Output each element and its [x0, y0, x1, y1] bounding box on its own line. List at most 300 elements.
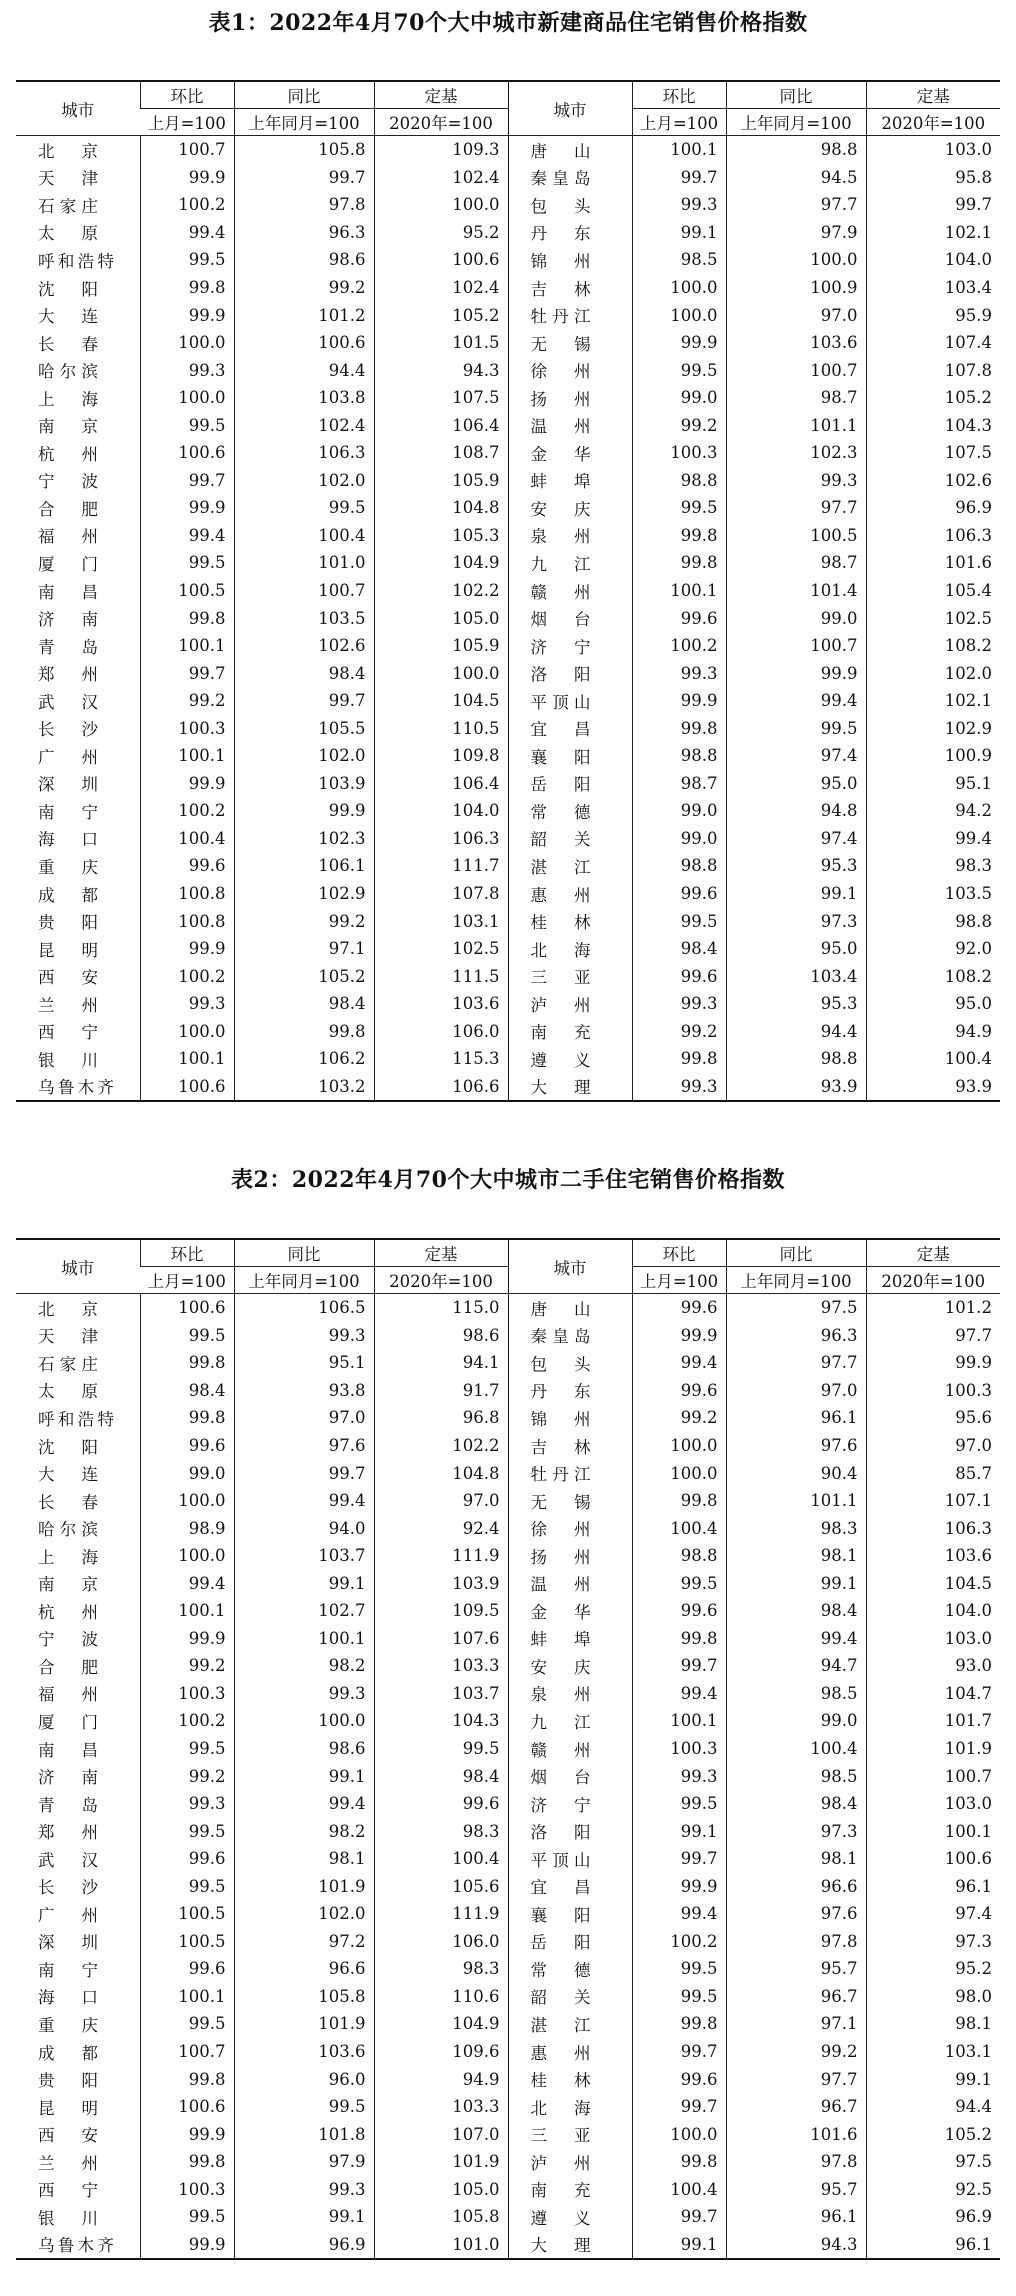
base-index: 104.0: [374, 797, 508, 825]
base-index: 94.2: [866, 797, 1000, 825]
city-label: 赣州: [530, 1740, 591, 1760]
yoy-index: 97.7: [726, 2065, 866, 2093]
yoy-index: 102.4: [234, 411, 374, 439]
yoy-index: 99.7: [234, 1459, 374, 1487]
base-index: 99.9: [866, 1349, 1000, 1377]
yoy-index: 99.5: [234, 494, 374, 522]
yoy-index: 102.0: [234, 742, 374, 770]
yoy-index: 99.0: [726, 604, 866, 632]
yoy-index: 98.5: [726, 1680, 866, 1708]
city-name: [508, 742, 632, 770]
base-index: 102.1: [866, 687, 1000, 715]
city-label: 济宁: [530, 637, 591, 657]
city-name: [16, 825, 140, 853]
base-index: 105.0: [374, 2176, 508, 2204]
table-row: [16, 329, 1000, 357]
yoy-index: 94.3: [726, 2231, 866, 2260]
table-row: [16, 1955, 1000, 1983]
mom-index: 99.5: [632, 1955, 726, 1983]
yoy-index: 97.6: [726, 1900, 866, 1928]
city-label: 重庆: [38, 857, 98, 877]
city-name: [508, 1762, 632, 1790]
city-name: [16, 1983, 140, 2011]
table-row: [16, 439, 1000, 467]
city-name: [16, 329, 140, 357]
yoy-index: 98.4: [726, 1790, 866, 1818]
city-name: [508, 2148, 632, 2176]
mom-index: 99.8: [140, 2148, 234, 2176]
table-row: [16, 1762, 1000, 1790]
city-name: [16, 907, 140, 935]
mom-index: 99.4: [140, 1569, 234, 1597]
city-name: [16, 742, 140, 770]
city-label: 北海: [530, 2098, 591, 2118]
mom-index: 99.7: [632, 2038, 726, 2066]
mom-index: 99.6: [632, 2065, 726, 2093]
city-name: [16, 1872, 140, 1900]
base-index: 85.7: [866, 1459, 1000, 1487]
base-index: 102.5: [374, 935, 508, 963]
table-row: [16, 2093, 1000, 2121]
header-base-sub: 2020年=100: [866, 1267, 1000, 1294]
city-label: 无锡: [530, 334, 591, 354]
city-label: 成都: [38, 2043, 98, 2063]
mom-index: 99.8: [140, 274, 234, 302]
yoy-index: 97.1: [234, 935, 374, 963]
base-index: 97.4: [866, 1900, 1000, 1928]
mom-index: 99.7: [632, 1652, 726, 1680]
base-index: 104.5: [374, 687, 508, 715]
mom-index: 99.2: [632, 1018, 726, 1046]
mom-index: 99.5: [632, 1569, 726, 1597]
city-name: [508, 714, 632, 742]
city-name: [16, 1597, 140, 1625]
table-row: [16, 301, 1000, 329]
table-row: [16, 1073, 1000, 1102]
city-name: [508, 274, 632, 302]
mom-index: 99.5: [140, 549, 234, 577]
city-name: [16, 1928, 140, 1956]
base-index: 102.9: [866, 714, 1000, 742]
mom-index: 99.4: [140, 522, 234, 550]
city-name: [508, 2176, 632, 2204]
mom-index: 99.0: [632, 797, 726, 825]
base-index: 104.0: [866, 246, 1000, 274]
city-label: 丹东: [530, 1382, 591, 1402]
yoy-index: 94.8: [726, 797, 866, 825]
city-name: [508, 356, 632, 384]
table-row: [16, 1597, 1000, 1625]
mom-index: 99.9: [632, 1872, 726, 1900]
yoy-index: 101.6: [726, 2120, 866, 2148]
base-index: 93.0: [866, 1652, 1000, 1680]
city-label: 广州: [38, 747, 98, 767]
city-label: 乌鲁木齐: [38, 2236, 114, 2256]
city-name: [508, 1845, 632, 1873]
city-label: 天津: [38, 1327, 98, 1347]
mom-index: 100.0: [140, 1542, 234, 1570]
yoy-index: 103.8: [234, 384, 374, 412]
yoy-index: 100.7: [726, 632, 866, 660]
city-name: [508, 962, 632, 990]
yoy-index: 99.9: [726, 659, 866, 687]
mom-index: 99.3: [632, 990, 726, 1018]
base-index: 102.2: [374, 577, 508, 605]
base-index: 100.3: [866, 1377, 1000, 1405]
yoy-index: 101.2: [234, 301, 374, 329]
base-index: 111.7: [374, 852, 508, 880]
table-row: [16, 1872, 1000, 1900]
mom-index: 99.3: [140, 1790, 234, 1818]
city-name: [508, 1514, 632, 1542]
city-label: 北海: [530, 940, 591, 960]
yoy-index: 99.7: [234, 164, 374, 192]
mom-index: 98.8: [632, 742, 726, 770]
base-index: 98.6: [374, 1322, 508, 1350]
city-name: [508, 1404, 632, 1432]
yoy-index: 94.5: [726, 164, 866, 192]
mom-index: 98.5: [632, 246, 726, 274]
base-index: 106.4: [374, 770, 508, 798]
city-name: [16, 1735, 140, 1763]
mom-index: 98.4: [632, 935, 726, 963]
city-name: [508, 1073, 632, 1102]
city-label: 常德: [530, 1960, 591, 1980]
mom-index: 100.6: [140, 2093, 234, 2121]
yoy-index: 98.8: [726, 1045, 866, 1073]
city-label: 惠州: [530, 885, 591, 905]
table-row: [16, 1459, 1000, 1487]
city-name: [508, 1900, 632, 1928]
base-index: 96.9: [866, 2203, 1000, 2231]
header-base: 定基: [866, 1239, 1000, 1267]
base-index: 97.7: [866, 1322, 1000, 1350]
city-name: [16, 2065, 140, 2093]
base-index: 98.0: [866, 1983, 1000, 2011]
city-name: [16, 1790, 140, 1818]
table-row: [16, 2010, 1000, 2038]
city-name: [16, 136, 140, 164]
table-row: [16, 494, 1000, 522]
mom-index: 99.8: [140, 1404, 234, 1432]
city-label: 海口: [38, 830, 98, 850]
mom-index: 99.5: [632, 907, 726, 935]
header-city: 城市: [508, 81, 632, 136]
base-index: 103.6: [374, 990, 508, 1018]
yoy-index: 100.7: [726, 356, 866, 384]
table-row: [16, 1652, 1000, 1680]
city-label: 韶关: [530, 1988, 591, 2008]
yoy-index: 102.0: [234, 1900, 374, 1928]
city-label: 洛阳: [530, 665, 591, 685]
city-name: [508, 494, 632, 522]
base-index: 102.2: [374, 1432, 508, 1460]
city-label: 扬州: [530, 1547, 591, 1567]
base-index: 99.4: [866, 825, 1000, 853]
city-label: 桂林: [530, 913, 591, 933]
yoy-index: 97.6: [726, 1432, 866, 1460]
mom-index: 100.1: [140, 1983, 234, 2011]
table-row: [16, 770, 1000, 798]
mom-index: 99.5: [140, 2203, 234, 2231]
city-name: [508, 164, 632, 192]
base-index: 103.3: [374, 2093, 508, 2121]
city-label: 南充: [530, 1023, 591, 1043]
city-label: 包头: [530, 1354, 591, 1374]
table-row: [16, 1735, 1000, 1763]
table-row: [16, 1790, 1000, 1818]
city-label: 襄阳: [530, 747, 591, 767]
city-label: 金华: [530, 444, 591, 464]
table-row: [16, 2038, 1000, 2066]
city-label: 西宁: [38, 1023, 98, 1043]
table-row: [16, 1045, 1000, 1073]
header-mom-sub: 上月=100: [632, 109, 726, 136]
city-name: [16, 1680, 140, 1708]
city-name: [508, 604, 632, 632]
base-index: 98.8: [866, 907, 1000, 935]
table-row: [16, 2231, 1000, 2260]
yoy-index: 103.7: [234, 1542, 374, 1570]
base-index: 99.1: [866, 2065, 1000, 2093]
city-name: [508, 1625, 632, 1653]
base-index: 100.6: [866, 1845, 1000, 1873]
city-name: [508, 2203, 632, 2231]
city-label: 牡丹江: [530, 1465, 591, 1485]
yoy-index: 97.5: [726, 1294, 866, 1322]
table-row: [16, 742, 1000, 770]
mom-index: 98.7: [632, 770, 726, 798]
header-yoy: 同比: [726, 1239, 866, 1267]
yoy-index: 95.0: [726, 935, 866, 963]
table-row: [16, 522, 1000, 550]
city-label: 青岛: [38, 1795, 98, 1815]
yoy-index: 100.0: [726, 246, 866, 274]
city-label: 武汉: [38, 1850, 98, 1870]
city-name: [16, 1045, 140, 1073]
city-label: 昆明: [38, 940, 98, 960]
city-name: [16, 797, 140, 825]
yoy-index: 94.0: [234, 1514, 374, 1542]
city-name: [508, 659, 632, 687]
table-row: [16, 2176, 1000, 2204]
yoy-index: 102.0: [234, 467, 374, 495]
mom-index: 100.2: [632, 1928, 726, 1956]
base-index: 105.6: [374, 1872, 508, 1900]
yoy-index: 96.9: [234, 2231, 374, 2260]
mom-index: 99.8: [632, 1625, 726, 1653]
base-index: 109.8: [374, 742, 508, 770]
mom-index: 99.5: [140, 1735, 234, 1763]
yoy-index: 97.3: [726, 907, 866, 935]
yoy-index: 101.8: [234, 2120, 374, 2148]
yoy-index: 99.5: [726, 714, 866, 742]
header-mom: 环比: [632, 1239, 726, 1267]
base-index: 107.1: [866, 1487, 1000, 1515]
table2-title: 表2：2022年4月70个大中城市二手住宅销售价格指数: [231, 1167, 785, 1193]
mom-index: 100.2: [140, 797, 234, 825]
yoy-index: 98.4: [234, 659, 374, 687]
city-name: [508, 1322, 632, 1350]
yoy-index: 99.2: [234, 274, 374, 302]
mom-index: 99.8: [632, 549, 726, 577]
table-row: [16, 467, 1000, 495]
city-label: 哈尔滨: [38, 362, 98, 382]
mom-index: 99.2: [140, 1652, 234, 1680]
mom-index: 99.6: [140, 1845, 234, 1873]
city-label: 广州: [38, 1905, 98, 1925]
mom-index: 99.5: [140, 2010, 234, 2038]
city-label: 三亚: [530, 2126, 591, 2146]
yoy-index: 98.5: [726, 1762, 866, 1790]
mom-index: 100.6: [140, 1073, 234, 1102]
city-name: [16, 1514, 140, 1542]
mom-index: 99.9: [140, 1625, 234, 1653]
base-index: 105.0: [374, 604, 508, 632]
yoy-index: 95.7: [726, 2176, 866, 2204]
base-index: 107.8: [374, 880, 508, 908]
city-label: 宁波: [38, 472, 98, 492]
yoy-index: 96.6: [726, 1872, 866, 1900]
city-name: [508, 1597, 632, 1625]
mom-index: 99.6: [140, 852, 234, 880]
city-label: 太原: [38, 1382, 98, 1402]
mom-index: 99.2: [140, 687, 234, 715]
mom-index: 99.5: [140, 1817, 234, 1845]
city-label: 韶关: [530, 830, 591, 850]
city-label: 唐山: [530, 1299, 591, 1319]
yoy-index: 96.7: [726, 1983, 866, 2011]
city-name: [16, 246, 140, 274]
base-index: 95.1: [866, 770, 1000, 798]
city-label: 九江: [530, 1712, 591, 1732]
base-index: 102.4: [374, 274, 508, 302]
mom-index: 99.1: [632, 1817, 726, 1845]
mom-index: 100.1: [632, 1707, 726, 1735]
yoy-index: 100.7: [234, 577, 374, 605]
mom-index: 100.4: [632, 2176, 726, 2204]
city-label: 兰州: [38, 2153, 98, 2173]
yoy-index: 96.3: [234, 219, 374, 247]
mom-index: 100.0: [632, 2120, 726, 2148]
city-name: [508, 1294, 632, 1322]
city-label: 遵义: [530, 1050, 591, 1070]
mom-index: 100.1: [140, 1597, 234, 1625]
city-label: 九江: [530, 554, 591, 574]
yoy-index: 102.9: [234, 880, 374, 908]
base-index: 105.9: [374, 467, 508, 495]
city-label: 南京: [38, 1575, 98, 1595]
base-index: 104.3: [374, 1707, 508, 1735]
base-index: 103.6: [866, 1542, 1000, 1570]
city-name: [16, 852, 140, 880]
mom-index: 99.7: [632, 1845, 726, 1873]
city-name: [16, 604, 140, 632]
city-name: [16, 1625, 140, 1653]
city-name: [508, 2065, 632, 2093]
city-label: 宜昌: [530, 720, 591, 740]
city-label: 徐州: [530, 362, 591, 382]
yoy-index: 96.6: [234, 1955, 374, 1983]
city-name: [16, 990, 140, 1018]
mom-index: 99.6: [140, 1432, 234, 1460]
table-row: [16, 604, 1000, 632]
city-label: 海口: [38, 1988, 98, 2008]
table-row: [16, 1625, 1000, 1653]
header-base-sub: 2020年=100: [374, 1267, 508, 1294]
yoy-index: 97.2: [234, 1928, 374, 1956]
yoy-index: 97.8: [726, 2148, 866, 2176]
mom-index: 100.3: [140, 1680, 234, 1708]
yoy-index: 95.0: [726, 770, 866, 798]
mom-index: 99.9: [140, 164, 234, 192]
city-name: [16, 2120, 140, 2148]
header-mom: 环比: [140, 1239, 234, 1267]
yoy-index: 98.4: [234, 990, 374, 1018]
city-label: 蚌埠: [530, 1630, 591, 1650]
city-name: [508, 1018, 632, 1046]
city-label: 重庆: [38, 2015, 98, 2035]
base-index: 95.0: [866, 990, 1000, 1018]
city-name: [508, 329, 632, 357]
yoy-index: 101.9: [234, 1872, 374, 1900]
base-index: 115.3: [374, 1045, 508, 1073]
yoy-index: 96.7: [726, 2093, 866, 2121]
city-label: 杭州: [38, 444, 98, 464]
city-label: 石家庄: [38, 1354, 98, 1374]
table-row: [16, 1817, 1000, 1845]
mom-index: 100.8: [140, 880, 234, 908]
base-index: 103.5: [866, 880, 1000, 908]
mom-index: 100.4: [632, 1514, 726, 1542]
mom-index: 99.8: [140, 604, 234, 632]
city-name: [16, 1294, 140, 1322]
city-label: 合肥: [38, 499, 98, 519]
base-index: 101.5: [374, 329, 508, 357]
mom-index: 99.3: [632, 1762, 726, 1790]
mom-index: 99.9: [632, 687, 726, 715]
city-label: 安庆: [530, 1657, 591, 1677]
mom-index: 99.9: [140, 2231, 234, 2260]
yoy-index: 98.4: [726, 1597, 866, 1625]
base-index: 105.2: [866, 2120, 1000, 2148]
city-label: 贵阳: [38, 913, 98, 933]
base-index: 98.3: [374, 1817, 508, 1845]
city-label: 深圳: [38, 775, 98, 795]
header-yoy: 同比: [234, 1239, 374, 1267]
mom-index: 99.0: [632, 825, 726, 853]
base-index: 96.1: [866, 2231, 1000, 2260]
table-row: [16, 246, 1000, 274]
base-index: 100.6: [374, 246, 508, 274]
table-row: [16, 852, 1000, 880]
city-name: [16, 2093, 140, 2121]
table-row: [16, 219, 1000, 247]
base-index: 107.0: [374, 2120, 508, 2148]
yoy-index: 99.7: [234, 687, 374, 715]
yoy-index: 93.9: [726, 1073, 866, 1102]
city-label: 平顶山: [530, 692, 591, 712]
table-row: [16, 1569, 1000, 1597]
city-name: [508, 632, 632, 660]
yoy-index: 95.3: [726, 852, 866, 880]
table-row: [16, 136, 1000, 164]
city-label: 西宁: [38, 2181, 98, 2201]
city-name: [16, 714, 140, 742]
yoy-index: 102.7: [234, 1597, 374, 1625]
yoy-index: 97.4: [726, 742, 866, 770]
city-label: 常德: [530, 802, 591, 822]
